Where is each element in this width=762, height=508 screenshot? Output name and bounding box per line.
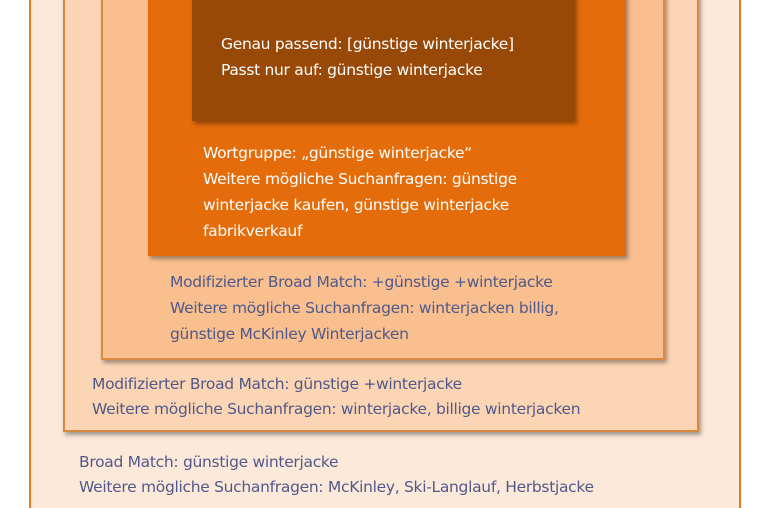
modified-broad-match-2-line-3: günstige McKinley Winterjacken — [170, 325, 409, 343]
broad-match-text — [79, 450, 594, 500]
exact-match-line-2: Passt nur auf: günstige winterjacke — [221, 61, 483, 79]
exact-match-text — [221, 31, 514, 83]
broad-match-line-1: Broad Match: günstige winterjacke — [79, 453, 339, 471]
phrase-match-line-2: Weitere mögliche Suchanfragen: günstige — [203, 170, 517, 188]
phrase-match-line-3: winterjacke kaufen, günstige winterjacke — [203, 196, 510, 214]
modified-broad-match-2-text — [170, 269, 559, 347]
phrase-match-line-4: fabrikverkauf — [203, 222, 303, 240]
modified-broad-match-1-line-2: Weitere mögliche Suchanfragen: winterjacke, billige winterjacken — [92, 400, 581, 418]
modified-broad-match-1-text — [92, 372, 580, 422]
modified-broad-match-2-line-2: Weitere mögliche Suchanfragen: winterjacken billig, — [170, 299, 559, 317]
modified-broad-match-2-line-1: Modifizierter Broad Match: +günstige +winterjacke — [170, 273, 553, 291]
broad-match-line-2: Weitere mögliche Suchanfragen: McKinley, Ski-Langlauf, Herbstjacke — [79, 478, 594, 496]
phrase-match-text — [203, 140, 517, 244]
phrase-match-line-1: Wortgruppe: „günstige winterjacke“ — [203, 144, 472, 162]
modified-broad-match-1-line-1: Modifizierter Broad Match: günstige +winterjacke — [92, 375, 462, 393]
exact-match-line-1: Genau passend: [günstige winterjacke] — [221, 35, 514, 53]
